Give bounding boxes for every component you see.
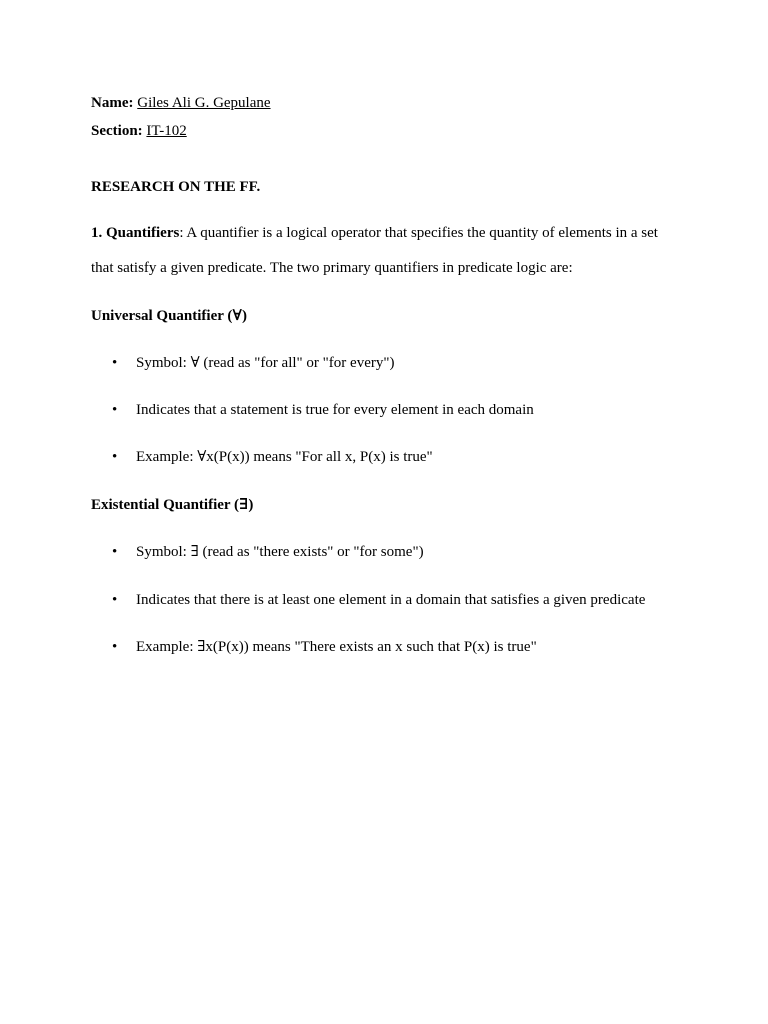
section-line xyxy=(91,122,187,140)
name-value: Giles Ali G. Gepulane xyxy=(137,95,271,111)
list-item-text: Symbol: ∀ (read as "for all" or "for every") xyxy=(136,355,395,371)
list-item xyxy=(112,401,534,419)
bullet-icon: • xyxy=(112,355,118,371)
list-item xyxy=(112,448,433,466)
list-item-text: Example: ∃x(P(x)) means "There exists an x such that P(x) is true" xyxy=(136,639,537,655)
document-title: RESEARCH ON THE FF. xyxy=(91,179,261,195)
list-item xyxy=(112,354,394,372)
bullet-icon: • xyxy=(112,544,118,560)
intro-line-1-text: : A quantifier is a logical operator that specifies the quantity of elements in a set xyxy=(179,225,658,241)
list-item-text: Example: ∀x(P(x)) means "For all x, P(x) is true" xyxy=(136,449,433,465)
intro-line-2: that satisfy a given predicate. The two primary quantifiers in predicate logic are: xyxy=(91,260,573,276)
bullet-icon: • xyxy=(112,639,118,655)
list-item-text: Indicates that a statement is true for every element in each domain xyxy=(136,402,534,418)
section-label: Section: xyxy=(91,123,143,139)
list-item xyxy=(112,638,537,656)
name-label: Name: xyxy=(91,95,134,111)
universal-heading: Universal Quantifier (∀) xyxy=(91,308,247,324)
intro-line-1 xyxy=(91,224,658,242)
list-item-text: Indicates that there is at least one element in a domain that satisfies a given predicate xyxy=(136,592,646,608)
bullet-icon: • xyxy=(112,402,118,418)
list-item-text: Symbol: ∃ (read as "there exists" or "for some") xyxy=(136,544,424,560)
bullet-icon: • xyxy=(112,449,118,465)
section-value: IT-102 xyxy=(146,123,187,139)
list-item xyxy=(112,543,424,561)
intro-term: 1. Quantifiers xyxy=(91,225,180,241)
existential-heading: Existential Quantifier (∃) xyxy=(91,497,254,513)
list-item xyxy=(112,591,645,609)
name-line xyxy=(91,94,271,112)
bullet-icon: • xyxy=(112,592,118,608)
